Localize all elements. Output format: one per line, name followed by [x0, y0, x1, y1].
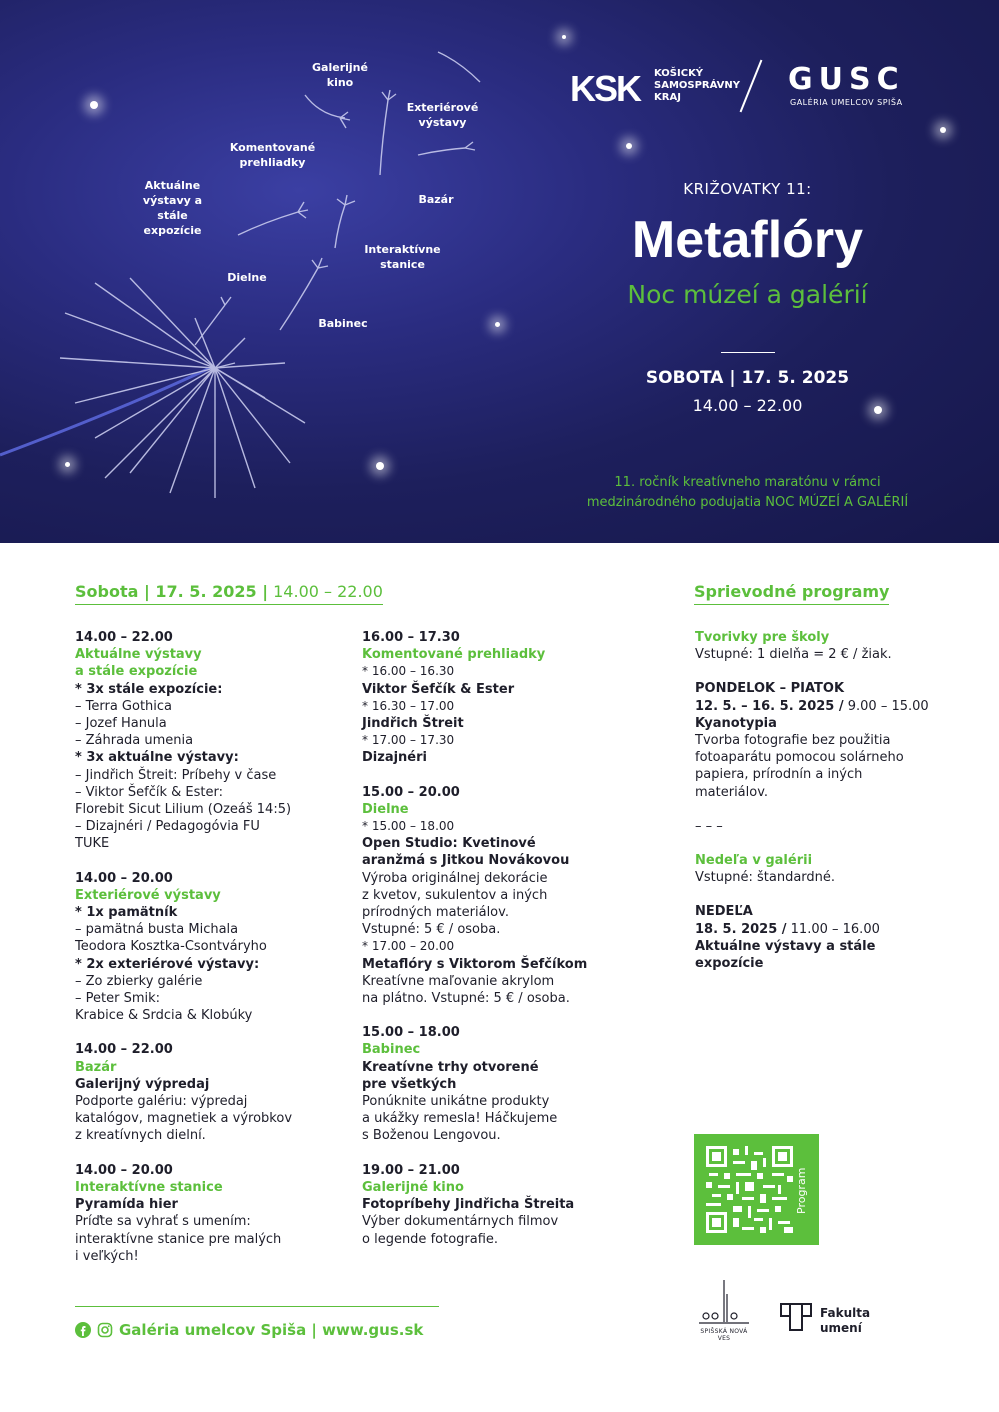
star-decoration — [495, 322, 500, 327]
label-komentovane: Komentované prehliadky — [229, 141, 316, 169]
event-title: Metaflóry — [631, 211, 864, 269]
program-column-2 — [362, 629, 632, 1265]
event-subtitle: Noc múzeí a galérií — [627, 280, 868, 309]
hero-banner — [0, 0, 999, 543]
program-item: 14.00 – 20.00 Exteriérové výstavy * 1x pamätník – pamätná busta Michala Teodora Kosztka-Csontváryho * 2x exteriérové výstavy: – Zo zbierky galérie – Peter Smik: Krabice & Srdcia & Klobúky — [75, 870, 267, 1024]
side-program-item: Tvorivky pre školy Vstupné: 1 dielňa = 2 € / žiak. — [695, 630, 892, 663]
side-programs-column — [695, 629, 945, 989]
side-program-item: PONDELOK – PIATOK 12. 5. – 16. 5. 2025 / 9.00 – 15.00 Kyanotypia Tvorba fotografie bez použitia fotoaparátu pomocou solárneho papiera, prírodnín a iných materiálov. — [695, 681, 929, 800]
footer — [75, 1320, 423, 1340]
star-decoration — [940, 127, 946, 133]
side-program-item: NEDEĽA 18. 5. 2025 / 11.00 – 16.00 Aktuálne výstavy a stále expozície — [695, 904, 880, 972]
label-bazar: Bazár — [418, 193, 454, 206]
gus-logo: GUSC — [788, 62, 905, 97]
side-divider: – – – — [695, 818, 723, 834]
star-decoration — [562, 35, 566, 39]
label-interaktivne: Interaktívne stanice — [364, 243, 441, 271]
ksk-logo: KSK — [570, 68, 641, 109]
qr-code-icon — [706, 1146, 793, 1233]
facebook-icon[interactable] — [75, 1322, 91, 1338]
program-item: 14.00 – 22.00 Bazár Galerijný výpredaj Podporte galériu: výpredaj katalógov, magnetiek a výrobkov z kreatívnych dielní. — [75, 1042, 293, 1144]
footer-text[interactable]: Galéria umelcov Spiša | www.gus.sk — [119, 1321, 424, 1339]
program-qr-code[interactable] — [694, 1134, 819, 1245]
program-item: 15.00 – 18.00 Babinec Kreatívne trhy otvorené pre všetkých Ponúknite unikátne produkty a ukážky remesla! Háčkujeme s Boženou Lengovou. — [362, 1025, 558, 1144]
label-exterierove: Exteriérové výstavy — [406, 101, 479, 129]
qr-label: Program — [795, 1167, 808, 1214]
side-programs-heading: Sprievodné programy — [694, 582, 889, 605]
label-galerijne-kino: Galerijné kino — [312, 61, 368, 89]
program-item: 14.00 – 22.00 Aktuálne výstavy a stále expozície * 3x stále expozície: – Terra Gothica – Jozef Hanula – Záhrada umenia * 3x aktuálne výstavy: – Jindřich Štreit: Príbehy v čase – Viktor Šefčík & Ester: Florebit Sicut Lilium (Ozeáš 14:5) – Dizajnéri / Pedagogóvia FU TUKE — [75, 630, 292, 852]
side-program-item: Nedeľa v galérii Vstupné: štandardné. — [695, 853, 836, 886]
label-babinec: Babinec — [318, 317, 368, 330]
label-dielne: Dielne — [227, 271, 267, 284]
event-series: KRIŽOVATKY 11: — [683, 180, 812, 198]
spisska-nova-ves-logo: SPIŠSKÁ NOVÁ VES — [694, 1278, 754, 1340]
program-item: 15.00 – 20.00 Dielne * 15.00 – 18.00 Open Studio: Kvetinové aranžmá s Jitkou Novákovou Výroba originálnej dekorácie z kvetov, sukulentov a iných prírodných materiálov. Vstupné: 5 € / osoba. * 17.00 – 20.00 Metaflóry s Viktorom Šefčíkom Kreatívne maľovanie akrylom na plátno. Vstupné: 5 € / osoba. — [362, 784, 588, 1007]
star-decoration — [376, 462, 384, 470]
town-tower-icon — [694, 1278, 754, 1328]
program-heading: Sobota | 17. 5. 2025 | 14.00 – 22.00 — [75, 582, 383, 605]
partner-logos-header — [570, 58, 930, 118]
instagram-icon[interactable] — [97, 1322, 113, 1338]
star-decoration — [90, 101, 98, 109]
divider — [721, 352, 775, 353]
fu-mark-icon — [778, 1300, 814, 1336]
ksk-logo-text: KOŠICKÝ SAMOSPRÁVNY KRAJ — [654, 68, 741, 103]
event-time: 14.00 – 22.00 — [692, 396, 803, 415]
program-item: 14.00 – 20.00 Interaktívne stanice Pyramída hier Príďte sa vyhrať s umením: interaktívne stanice pre malých i veľkých! — [75, 1162, 282, 1264]
program-column-1 — [75, 629, 345, 1282]
gus-logo-text: GALÉRIA UMELCOV SPIŠA — [790, 98, 903, 107]
star-decoration — [65, 462, 70, 467]
event-intro: 11. ročník kreatívneho maratónu v rámci medzinárodného podujatia NOC MÚZEÍ A GALÉRIÍ — [586, 475, 909, 510]
program-item: 19.00 – 21.00 Galerijné kino Fotopríbehy Jindřicha Štreita Výber dokumentárnych filmov o legende fotografie. — [362, 1162, 575, 1247]
label-aktualne: Aktuálne výstavy a stále expozície — [142, 179, 203, 237]
logo-divider — [740, 60, 763, 113]
footer-divider — [75, 1306, 439, 1307]
event-date: SOBOTA | 17. 5. 2025 — [645, 368, 850, 388]
program-item: 16.00 – 17.30 Komentované prehliadky * 16.00 – 16.30 Viktor Šefčík & Ester * 16.30 – 17.00 Jindřich Štreit * 17.00 – 17.30 Dizajnéri — [362, 630, 546, 766]
fakulta-umeni-logo: Fakulta umení — [778, 1300, 878, 1340]
star-decoration — [626, 143, 632, 149]
